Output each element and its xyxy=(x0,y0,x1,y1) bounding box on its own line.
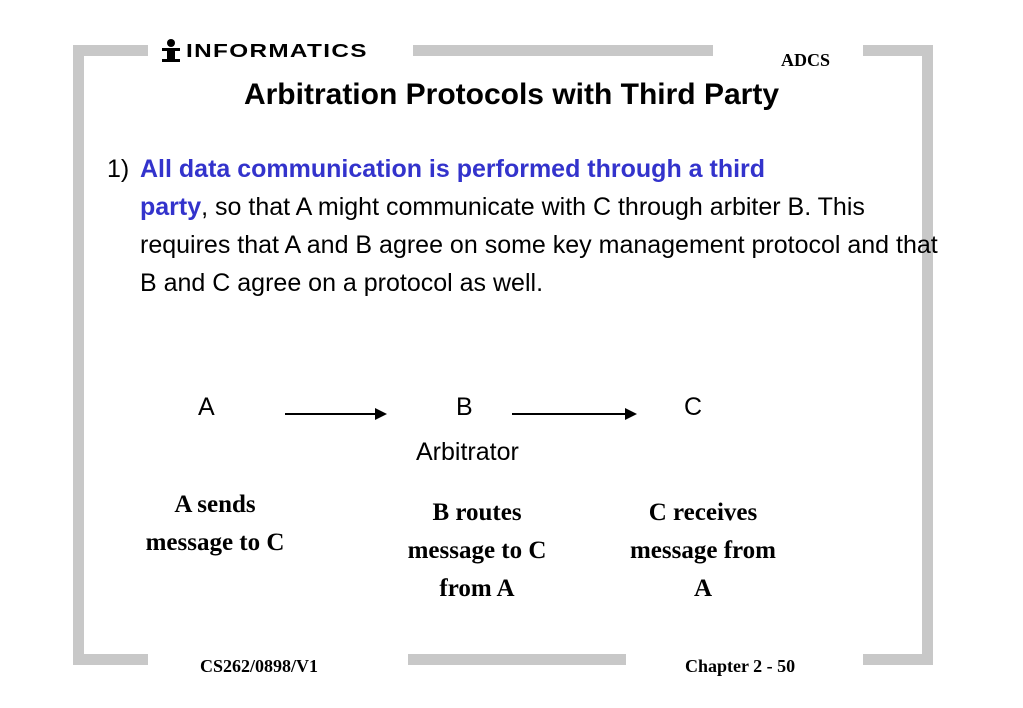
frame-top-middle xyxy=(413,45,713,56)
arrow-b-to-c xyxy=(512,413,635,415)
node-b: B xyxy=(456,393,473,421)
frame-left xyxy=(73,45,84,665)
node-a: A xyxy=(198,393,215,421)
frame-top-left xyxy=(73,45,148,56)
footer-page-number: Chapter 2 - 50 xyxy=(685,656,796,676)
logo-text: INFORMATICS xyxy=(186,40,368,61)
paragraph-highlight-line1: All data communication is performed through a third xyxy=(140,155,766,183)
caption-b: B routes message to C from A xyxy=(407,499,547,602)
arrow-a-to-b xyxy=(285,413,385,415)
frame-bottom-left xyxy=(73,654,148,665)
paragraph-body xyxy=(140,150,947,302)
logo-icon xyxy=(160,39,182,63)
caption-a: A sends message to C xyxy=(145,491,285,556)
node-b-role: Arbitrator xyxy=(416,438,519,466)
frame-bottom-right xyxy=(863,654,933,665)
frame-bottom-middle xyxy=(408,654,626,665)
node-c: C xyxy=(684,393,703,421)
paragraph-highlight-line2: party xyxy=(140,193,202,221)
paragraph-rest: , so that A might communicate with C through arbiter B. This requires that A and B agree on some key management protocol and that B and C agree on a protocol as well. xyxy=(140,193,938,297)
footer-course-code: CS262/0898/V1 xyxy=(200,656,319,676)
paragraph-number: 1) xyxy=(107,155,130,183)
frame-right xyxy=(922,45,933,665)
informatics-logo xyxy=(160,38,368,64)
caption-c: C receives message from A xyxy=(629,499,777,602)
slide-title: Arbitration Protocols with Third Party xyxy=(243,78,780,111)
paragraph xyxy=(107,150,947,302)
header-tag: ADCS xyxy=(780,50,830,70)
